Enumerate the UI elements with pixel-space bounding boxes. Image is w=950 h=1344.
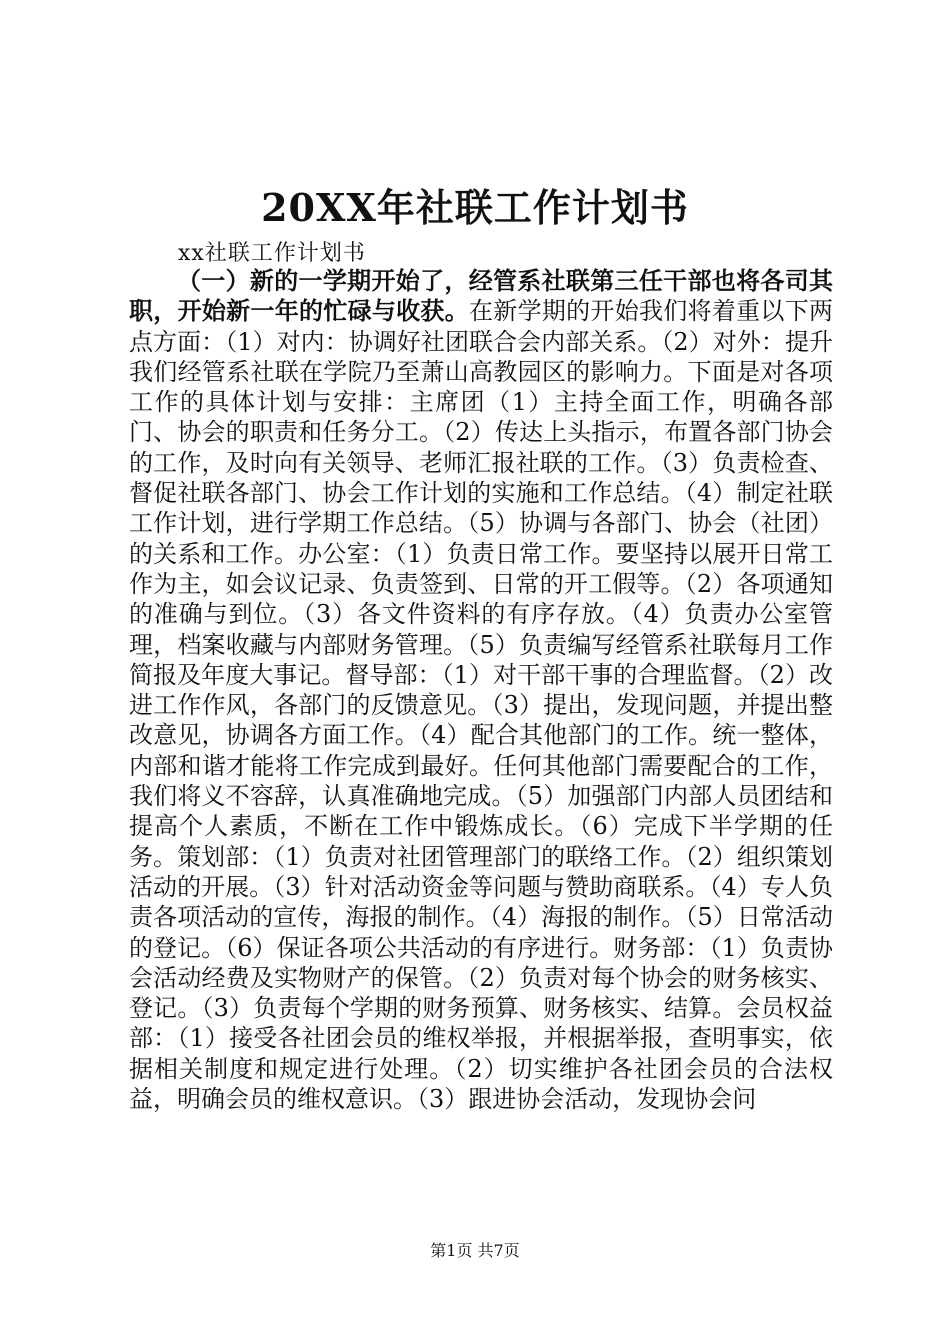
body-paragraph-text: 在新学期的开始我们将着重以下两点方面：（1）对内：协调好社团联合会内部关系。（2）对外：提升我们经管系社联在学院乃至萧山高教园区的影响力。下面是对各项工作的具体计划与安排：主席团（1）主持全面工作，明确各部门、协会的职责和任务分工。（2）传达上头指示，布置各部门协会的工作，及时向有关领导、老师汇报社联的工作。（3）负责检查、督促社联各部门、协会工作计划的实施和工作总结。（4）制定社联工作计划，进行学期工作总结。（5）协调与各部门、协会（社团）的关系和工作。办公室：（1）负责日常工作。要坚持以展开日常工作为主，如会议记录、负责签到、日常的开工假等。（2）各项通知的准确与到位。（3）各文件资料的有序存放。（4）负责办公室管理，档案收藏与内部财务管理。（5）负责编写经管系社联每月工作简报及年度大事记。督导部：（1）对干部干事的合理监督。（2）改进工作作风，各部门的反馈意见。（3）提出，发现问题，并提出整改意见，协调各方面工作。（4）配合其他部门的工作。统一整体，内部和谐才能将工作完成到最好。任何其他部门需要配合的工作，我们将义不容辞，认真准确地完成。（5）加强部门内部人员团结和提高个人素质，不断在工作中锻炼成长。（6）完成下半学期的任务。策划部：（1）负责对社团管理部门的联络工作。（2）组织策划活动的开展。（3）针对活动资金等问题与赞助商联系。（4）专人负责各项活动的宣传，海报的制作。（4）海报的制作。（5）日常活动的登记。（6）保证各项公共活动的有序进行。财务部：（1）负责协会活动经费及实物财产的保管。（2）负责对每个协会的财务核实、登记。（3）负责每个学期的财务预算、财务核实、结算。会员权益部：（1）接受各社团会员的维权举报，并根据举报，查明事实，依据相关制度和规定进行处理。（2）切实维护各社团会员的合法权益，明确会员的维权意识。（3）跟进协会活动，发现协会问 (129, 297, 833, 1114)
page-number: 第1页 共7页 (430, 1241, 520, 1260)
document-title: 20XX年社联工作计划书 (261, 185, 689, 230)
document-body (129, 266, 833, 1114)
document-subtitle: xx社联工作计划书 (178, 241, 366, 266)
body-lead-sentence: （一）新的一学期开始了，经管系社联第三任干部也将各司其职，开始新一年的忙碌与收获。 (129, 267, 833, 326)
